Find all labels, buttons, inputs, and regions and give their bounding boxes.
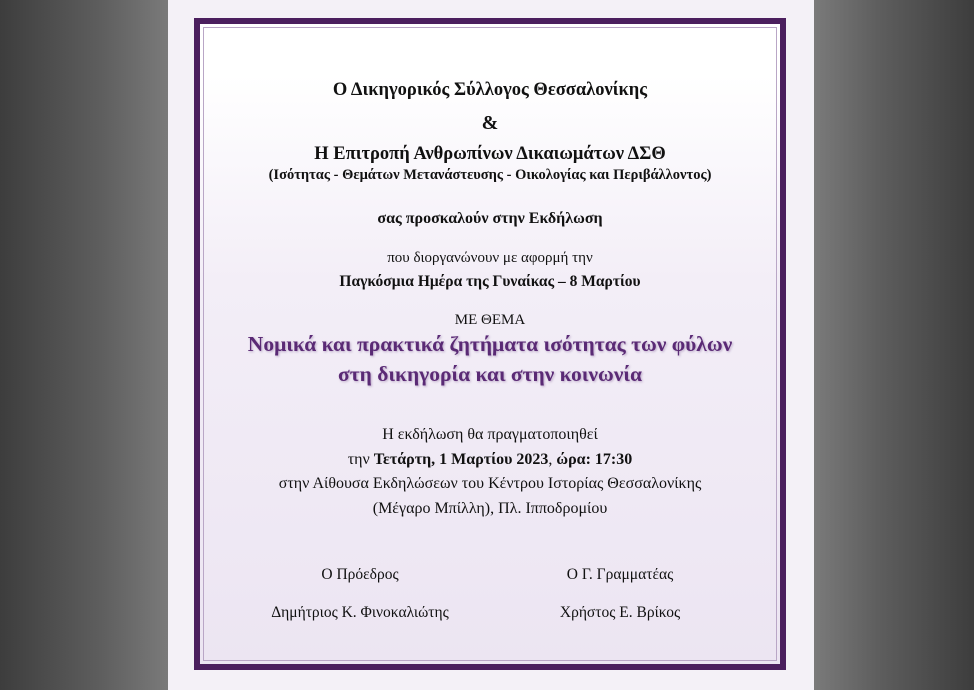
organizer-2: Η Επιτροπή Ανθρωπίνων Δικαιωμάτων ΔΣΘ: [314, 144, 666, 164]
theme-title-line-2: στη δικηγορία και στην κοινωνία: [338, 362, 642, 386]
secretary-title: Ο Γ. Γραμματέας: [566, 566, 674, 583]
building-line: (Μέγαρο Μπίλλη), Πλ. Ιπποδρομίου: [372, 500, 608, 517]
organizer-2-subtitle: (Ισότητας - Θεμάτων Μετανάστευσης - Οικολογίας και Περιβάλλοντος): [268, 167, 712, 183]
theme-title-line-1: Νομικά και πρακτικά ζητήματα ισότητας των φύλων: [247, 332, 733, 356]
event-time: ώρα: 17:30: [556, 451, 633, 468]
date-separator: ,: [548, 451, 557, 468]
occasion-line: Παγκόσμια Ημέρα της Γυναίκας – 8 Μαρτίου: [339, 273, 641, 290]
organizer-1: Ο Δικηγορικός Σύλλογος Θεσσαλονίκης: [332, 80, 648, 100]
invitation-content: [200, 24, 780, 664]
theme-label: ΜΕ ΘΕΜΑ: [454, 312, 526, 328]
held-line: Η εκδήλωση θα πραγματοποιηθεί: [382, 426, 598, 443]
venue-line: στην Αίθουσα Εκδηλώσεων του Κέντρου Ιστορίας Θεσσαλονίκης: [278, 475, 702, 492]
background-right: [814, 0, 974, 690]
background-left: [0, 0, 168, 690]
president-name: Δημήτριος Κ. Φινοκαλιώτης: [271, 604, 449, 621]
organize-line: που διοργανώνουν με αφορμή την: [387, 250, 593, 266]
date-line: [200, 451, 780, 469]
event-date: Τετάρτη, 1 Μαρτίου 2023: [373, 451, 549, 468]
president-title: Ο Πρόεδρος: [321, 566, 399, 583]
secretary-name: Χρήστος Ε. Βρίκος: [559, 604, 681, 621]
date-prefix: την: [347, 451, 374, 468]
invitation-page: [168, 0, 814, 690]
invitation-frame: [194, 18, 786, 670]
invite-line: σας προσκαλούν στην Εκδήλωση: [377, 210, 603, 227]
ampersand: &: [481, 112, 499, 134]
